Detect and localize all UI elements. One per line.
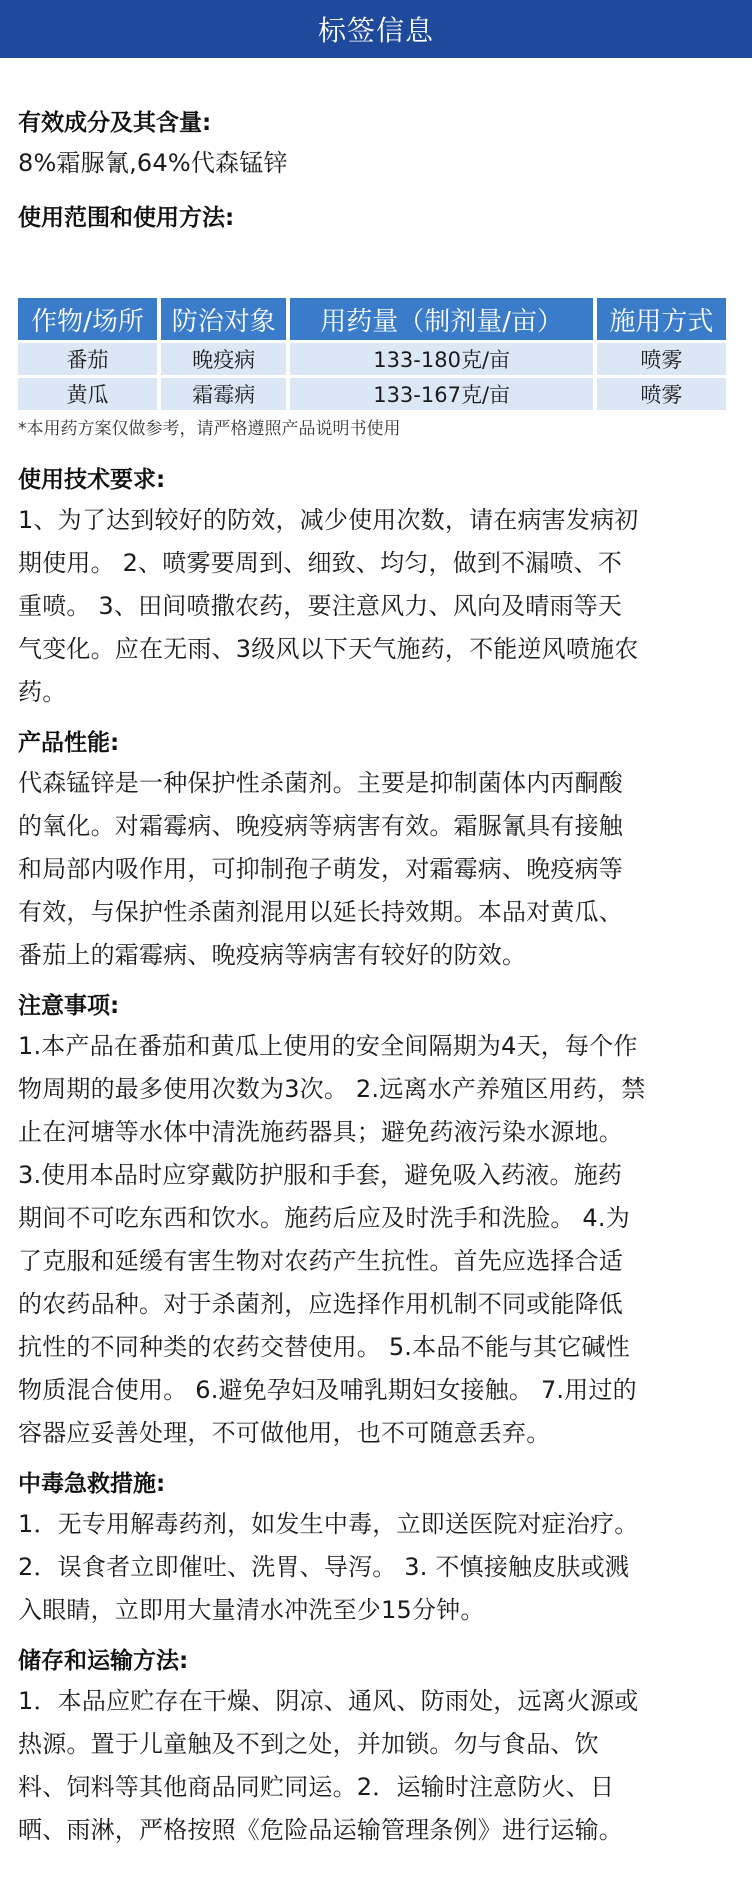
performance-line: 代森锰锌是一种保护性杀菌剂。主要是抑制菌体内丙酮酸 bbox=[18, 769, 623, 797]
precautions-line: 物质混合使用。 6.避免孕妇及哺乳期妇女接触。 7.用过的 bbox=[18, 1376, 637, 1404]
precautions-line: 了克服和延缓有害生物对农药产生抗性。首先应选择合适 bbox=[18, 1247, 623, 1275]
storage-section bbox=[18, 1646, 734, 1852]
tech-line: 药。 bbox=[18, 678, 67, 706]
usage-scope-title: 使用范围和使用方法: bbox=[18, 205, 235, 231]
first-aid-section bbox=[18, 1469, 734, 1632]
performance-section bbox=[18, 728, 734, 977]
precautions-line: 抗性的不同种类的农药交替使用。 5.本品不能与其它碱性 bbox=[18, 1333, 630, 1361]
tech-line: 1、为了达到较好的防效，减少使用次数，请在病害发病初 bbox=[18, 506, 639, 534]
first-aid-line: 1．无专用解毒药剂，如发生中毒，立即送医院对症治疗。 bbox=[18, 1510, 639, 1538]
table-cell-dosage: 133-180克/亩 bbox=[290, 343, 592, 375]
tech-line: 重喷。 3、田间喷撒农药，要注意风力、风向及晴雨等天 bbox=[18, 592, 623, 620]
table-cell-method: 喷雾 bbox=[597, 378, 726, 410]
tech-requirements-title: 使用技术要求: bbox=[18, 467, 166, 493]
tech-line: 期使用。 2、喷雾要周到、细致、均匀，做到不漏喷、不 bbox=[18, 549, 623, 577]
storage-line: 1．本品应贮存在干燥、阴凉、通风、防雨处，远离火源或 bbox=[18, 1687, 639, 1715]
precautions-line: 期间不可吃东西和饮水。施药后应及时洗手和洗脸。 4.为 bbox=[18, 1204, 630, 1232]
precautions-line: 容器应妥善处理，不可做他用，也不可随意丢弃。 bbox=[18, 1419, 551, 1447]
dosage-note: *本用药方案仅做参考，请严格遵照产品说明书使用 bbox=[18, 419, 401, 439]
dosage-table bbox=[14, 295, 730, 413]
table-cell-crop: 番茄 bbox=[18, 343, 157, 375]
table-header-row bbox=[18, 298, 726, 340]
header-title: 标签信息 bbox=[317, 14, 434, 47]
storage-title: 储存和运输方法: bbox=[18, 1648, 189, 1674]
storage-line: 热源。置于儿童触及不到之处，并加锁。勿与食品、饮 bbox=[18, 1730, 599, 1758]
page-header bbox=[0, 0, 752, 58]
storage-line: 料、饲料等其他商品同贮同运。2．运输时注意防火、日 bbox=[18, 1773, 615, 1801]
table-cell-target: 晚疫病 bbox=[161, 343, 286, 375]
table-cell-method: 喷雾 bbox=[597, 343, 726, 375]
first-aid-line: 入眼睛，立即用大量清水冲洗至少15分钟。 bbox=[18, 1596, 485, 1624]
tech-requirements-section bbox=[18, 465, 734, 714]
table-cell-target: 霜霉病 bbox=[161, 378, 286, 410]
table-row bbox=[18, 343, 726, 375]
precautions-title: 注意事项: bbox=[18, 993, 120, 1019]
first-aid-title: 中毒急救措施: bbox=[18, 1471, 166, 1497]
precautions-section bbox=[18, 991, 734, 1455]
ingredients-title: 有效成分及其含量: bbox=[18, 110, 212, 136]
first-aid-line: 2．误食者立即催吐、洗胃、导泻。 3. 不慎接触皮肤或溅 bbox=[18, 1553, 630, 1581]
precautions-line: 物周期的最多使用次数为3次。 2.远离水产养殖区用药，禁 bbox=[18, 1075, 646, 1103]
table-row bbox=[18, 378, 726, 410]
dosage-table-block bbox=[18, 295, 734, 441]
table-cell-dosage: 133-167克/亩 bbox=[290, 378, 592, 410]
table-header-target: 防治对象 bbox=[161, 298, 286, 340]
precautions-line: 1.本产品在番茄和黄瓜上使用的安全间隔期为4天，每个作 bbox=[18, 1032, 638, 1060]
performance-line: 和局部内吸作用，可抑制孢子萌发，对霜霉病、晚疫病等 bbox=[18, 855, 623, 883]
tech-line: 气变化。应在无雨、3级风以下天气施药，不能逆风喷施农 bbox=[18, 635, 639, 663]
table-cell-crop: 黄瓜 bbox=[18, 378, 157, 410]
table-header-crop: 作物/场所 bbox=[18, 298, 157, 340]
precautions-line: 3.使用本品时应穿戴防护服和手套，避免吸入药液。施药 bbox=[18, 1161, 623, 1189]
usage-scope-section bbox=[18, 203, 734, 233]
ingredients-section bbox=[18, 108, 734, 185]
performance-line: 番茄上的霜霉病、晚疫病等病害有较好的防效。 bbox=[18, 941, 527, 969]
precautions-line: 止在河塘等水体中清洗施药器具；避免药液污染水源地。 bbox=[18, 1118, 623, 1146]
table-header-dosage: 用药量（制剂量/亩） bbox=[290, 298, 592, 340]
performance-line: 有效，与保护性杀菌剂混用以延长持效期。本品对黄瓜、 bbox=[18, 898, 623, 926]
storage-line: 晒、雨淋，严格按照《危险品运输管理条例》进行运输。 bbox=[18, 1816, 623, 1844]
performance-title: 产品性能: bbox=[18, 730, 120, 756]
performance-line: 的氧化。对霜霉病、晚疫病等病害有效。霜脲氰具有接触 bbox=[18, 812, 623, 840]
precautions-line: 的农药品种。对于杀菌剂，应选择作用机制不同或能降低 bbox=[18, 1290, 623, 1318]
table-header-method: 施用方式 bbox=[597, 298, 726, 340]
ingredients-text: 8%霜脲氰,64%代森锰锌 bbox=[18, 149, 288, 177]
label-content bbox=[0, 108, 752, 1852]
